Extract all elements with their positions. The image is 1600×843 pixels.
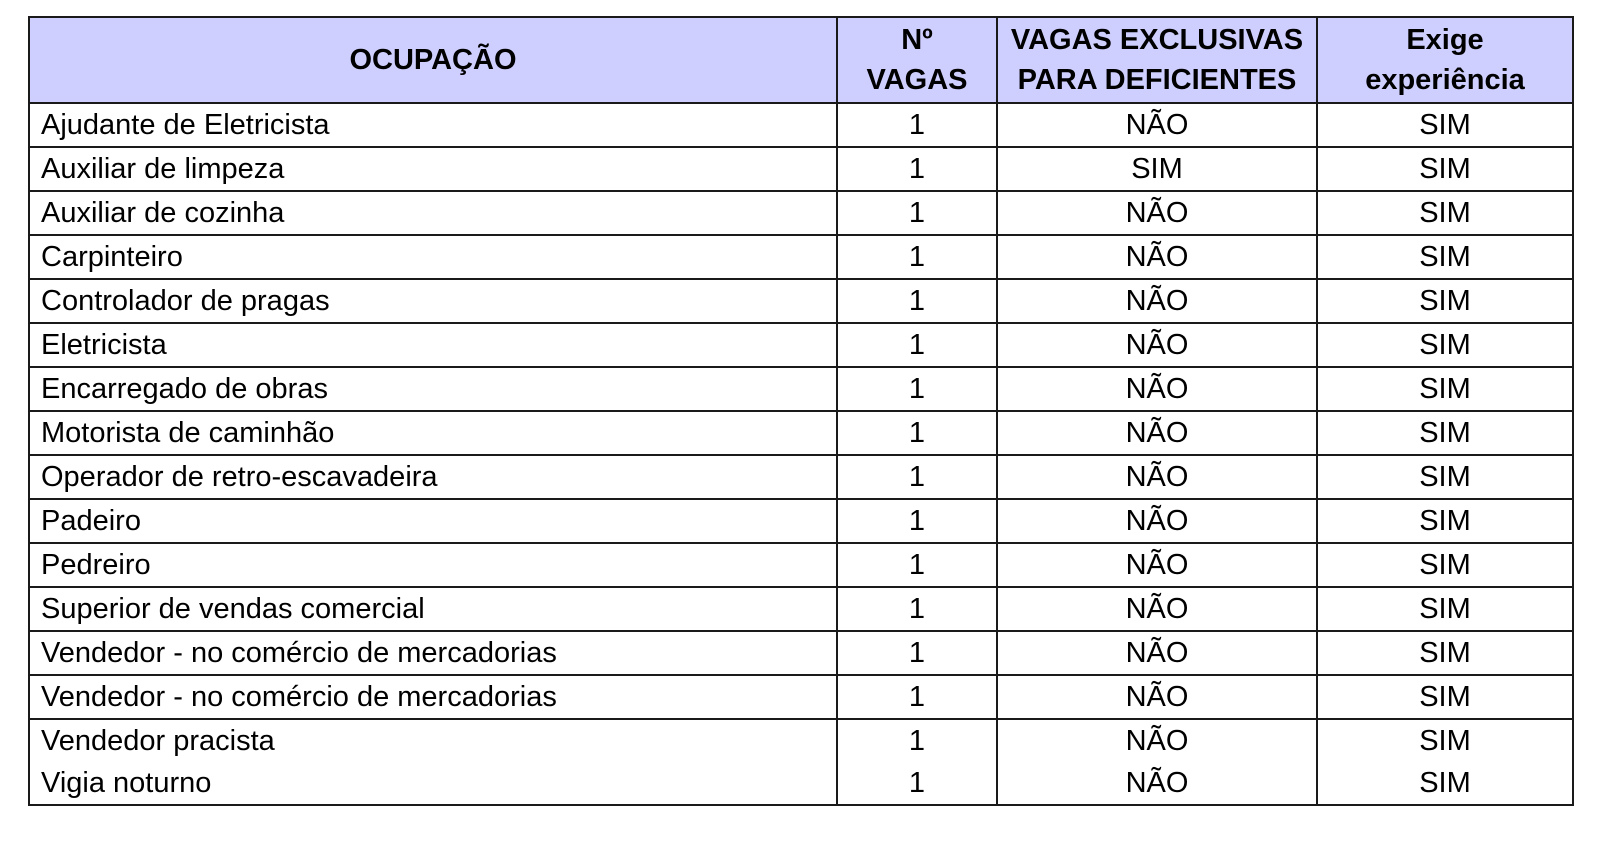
header-occupation-label: OCUPAÇÃO [349, 44, 517, 76]
header-occupation [29, 17, 837, 103]
table-row [29, 147, 1573, 191]
cell-exclusive: NÃO [997, 675, 1317, 719]
cell-experience: SIM [1317, 762, 1573, 805]
table-row [29, 279, 1573, 323]
cell-occupation: Vendedor - no comércio de mercadorias [29, 631, 837, 675]
table-row [29, 719, 1573, 762]
cell-experience: SIM [1317, 719, 1573, 762]
cell-vacancies: 1 [837, 675, 997, 719]
cell-exclusive: NÃO [997, 279, 1317, 323]
cell-experience: SIM [1317, 147, 1573, 191]
cell-occupation: Vendedor - no comércio de mercadorias [29, 675, 837, 719]
job-vacancies-table [28, 16, 1574, 806]
table-row [29, 367, 1573, 411]
cell-occupation: Operador de retro-escavadeira [29, 455, 837, 499]
cell-occupation: Motorista de caminhão [29, 411, 837, 455]
cell-vacancies: 1 [837, 103, 997, 147]
cell-experience: SIM [1317, 191, 1573, 235]
cell-vacancies: 1 [837, 235, 997, 279]
cell-exclusive: NÃO [997, 411, 1317, 455]
cell-occupation: Auxiliar de cozinha [29, 191, 837, 235]
cell-experience: SIM [1317, 367, 1573, 411]
table-row [29, 499, 1573, 543]
cell-exclusive: NÃO [997, 191, 1317, 235]
cell-experience: SIM [1317, 675, 1573, 719]
header-experience-line-2: experiência [1365, 64, 1525, 96]
cell-vacancies: 1 [837, 455, 997, 499]
cell-experience: SIM [1317, 631, 1573, 675]
cell-exclusive: NÃO [997, 103, 1317, 147]
header-exclusive-line-1: VAGAS EXCLUSIVAS [1010, 24, 1304, 56]
cell-exclusive: NÃO [997, 367, 1317, 411]
cell-occupation: Vigia noturno [29, 762, 837, 805]
cell-occupation: Eletricista [29, 323, 837, 367]
header-exclusive-line-2: PARA DEFICIENTES [1017, 64, 1297, 96]
table-row [29, 675, 1573, 719]
cell-experience: SIM [1317, 543, 1573, 587]
cell-vacancies: 1 [837, 631, 997, 675]
table-row [29, 103, 1573, 147]
cell-vacancies: 1 [837, 279, 997, 323]
header-vacancies-line-2: VAGAS [866, 64, 968, 96]
cell-exclusive: NÃO [997, 323, 1317, 367]
cell-occupation: Padeiro [29, 499, 837, 543]
header-row [29, 17, 1573, 103]
cell-occupation: Controlador de pragas [29, 279, 837, 323]
table-row [29, 587, 1573, 631]
cell-occupation: Auxiliar de limpeza [29, 147, 837, 191]
cell-exclusive: NÃO [997, 762, 1317, 805]
cell-occupation: Encarregado de obras [29, 367, 837, 411]
table-row [29, 455, 1573, 499]
header-vacancies [837, 17, 997, 103]
cell-experience: SIM [1317, 411, 1573, 455]
cell-experience: SIM [1317, 323, 1573, 367]
header-experience-line-1: Exige [1406, 24, 1484, 56]
cell-exclusive: NÃO [997, 587, 1317, 631]
header-vacancies-line-1: Nº [901, 24, 933, 56]
header-experience [1317, 17, 1573, 103]
table-row [29, 411, 1573, 455]
cell-vacancies: 1 [837, 499, 997, 543]
cell-experience: SIM [1317, 279, 1573, 323]
table-row [29, 631, 1573, 675]
table-header [29, 17, 1573, 103]
table-row [29, 235, 1573, 279]
cell-vacancies: 1 [837, 191, 997, 235]
table-row [29, 323, 1573, 367]
cell-vacancies: 1 [837, 411, 997, 455]
cell-vacancies: 1 [837, 762, 997, 805]
cell-experience: SIM [1317, 235, 1573, 279]
cell-exclusive: NÃO [997, 631, 1317, 675]
cell-occupation: Superior de vendas comercial [29, 587, 837, 631]
cell-exclusive: SIM [997, 147, 1317, 191]
cell-occupation: Carpinteiro [29, 235, 837, 279]
cell-exclusive: NÃO [997, 455, 1317, 499]
header-exclusive [997, 17, 1317, 103]
cell-vacancies: 1 [837, 719, 997, 762]
cell-experience: SIM [1317, 103, 1573, 147]
cell-experience: SIM [1317, 455, 1573, 499]
table-body [29, 103, 1573, 805]
job-vacancies-table-container [28, 16, 1572, 806]
table-row [29, 543, 1573, 587]
cell-experience: SIM [1317, 499, 1573, 543]
cell-vacancies: 1 [837, 367, 997, 411]
cell-experience: SIM [1317, 587, 1573, 631]
cell-vacancies: 1 [837, 587, 997, 631]
cell-occupation: Vendedor pracista [29, 719, 837, 762]
cell-occupation: Pedreiro [29, 543, 837, 587]
cell-exclusive: NÃO [997, 235, 1317, 279]
table-row [29, 762, 1573, 805]
cell-vacancies: 1 [837, 323, 997, 367]
cell-exclusive: NÃO [997, 719, 1317, 762]
cell-exclusive: NÃO [997, 543, 1317, 587]
cell-vacancies: 1 [837, 543, 997, 587]
cell-occupation: Ajudante de Eletricista [29, 103, 837, 147]
cell-vacancies: 1 [837, 147, 997, 191]
table-row [29, 191, 1573, 235]
cell-exclusive: NÃO [997, 499, 1317, 543]
